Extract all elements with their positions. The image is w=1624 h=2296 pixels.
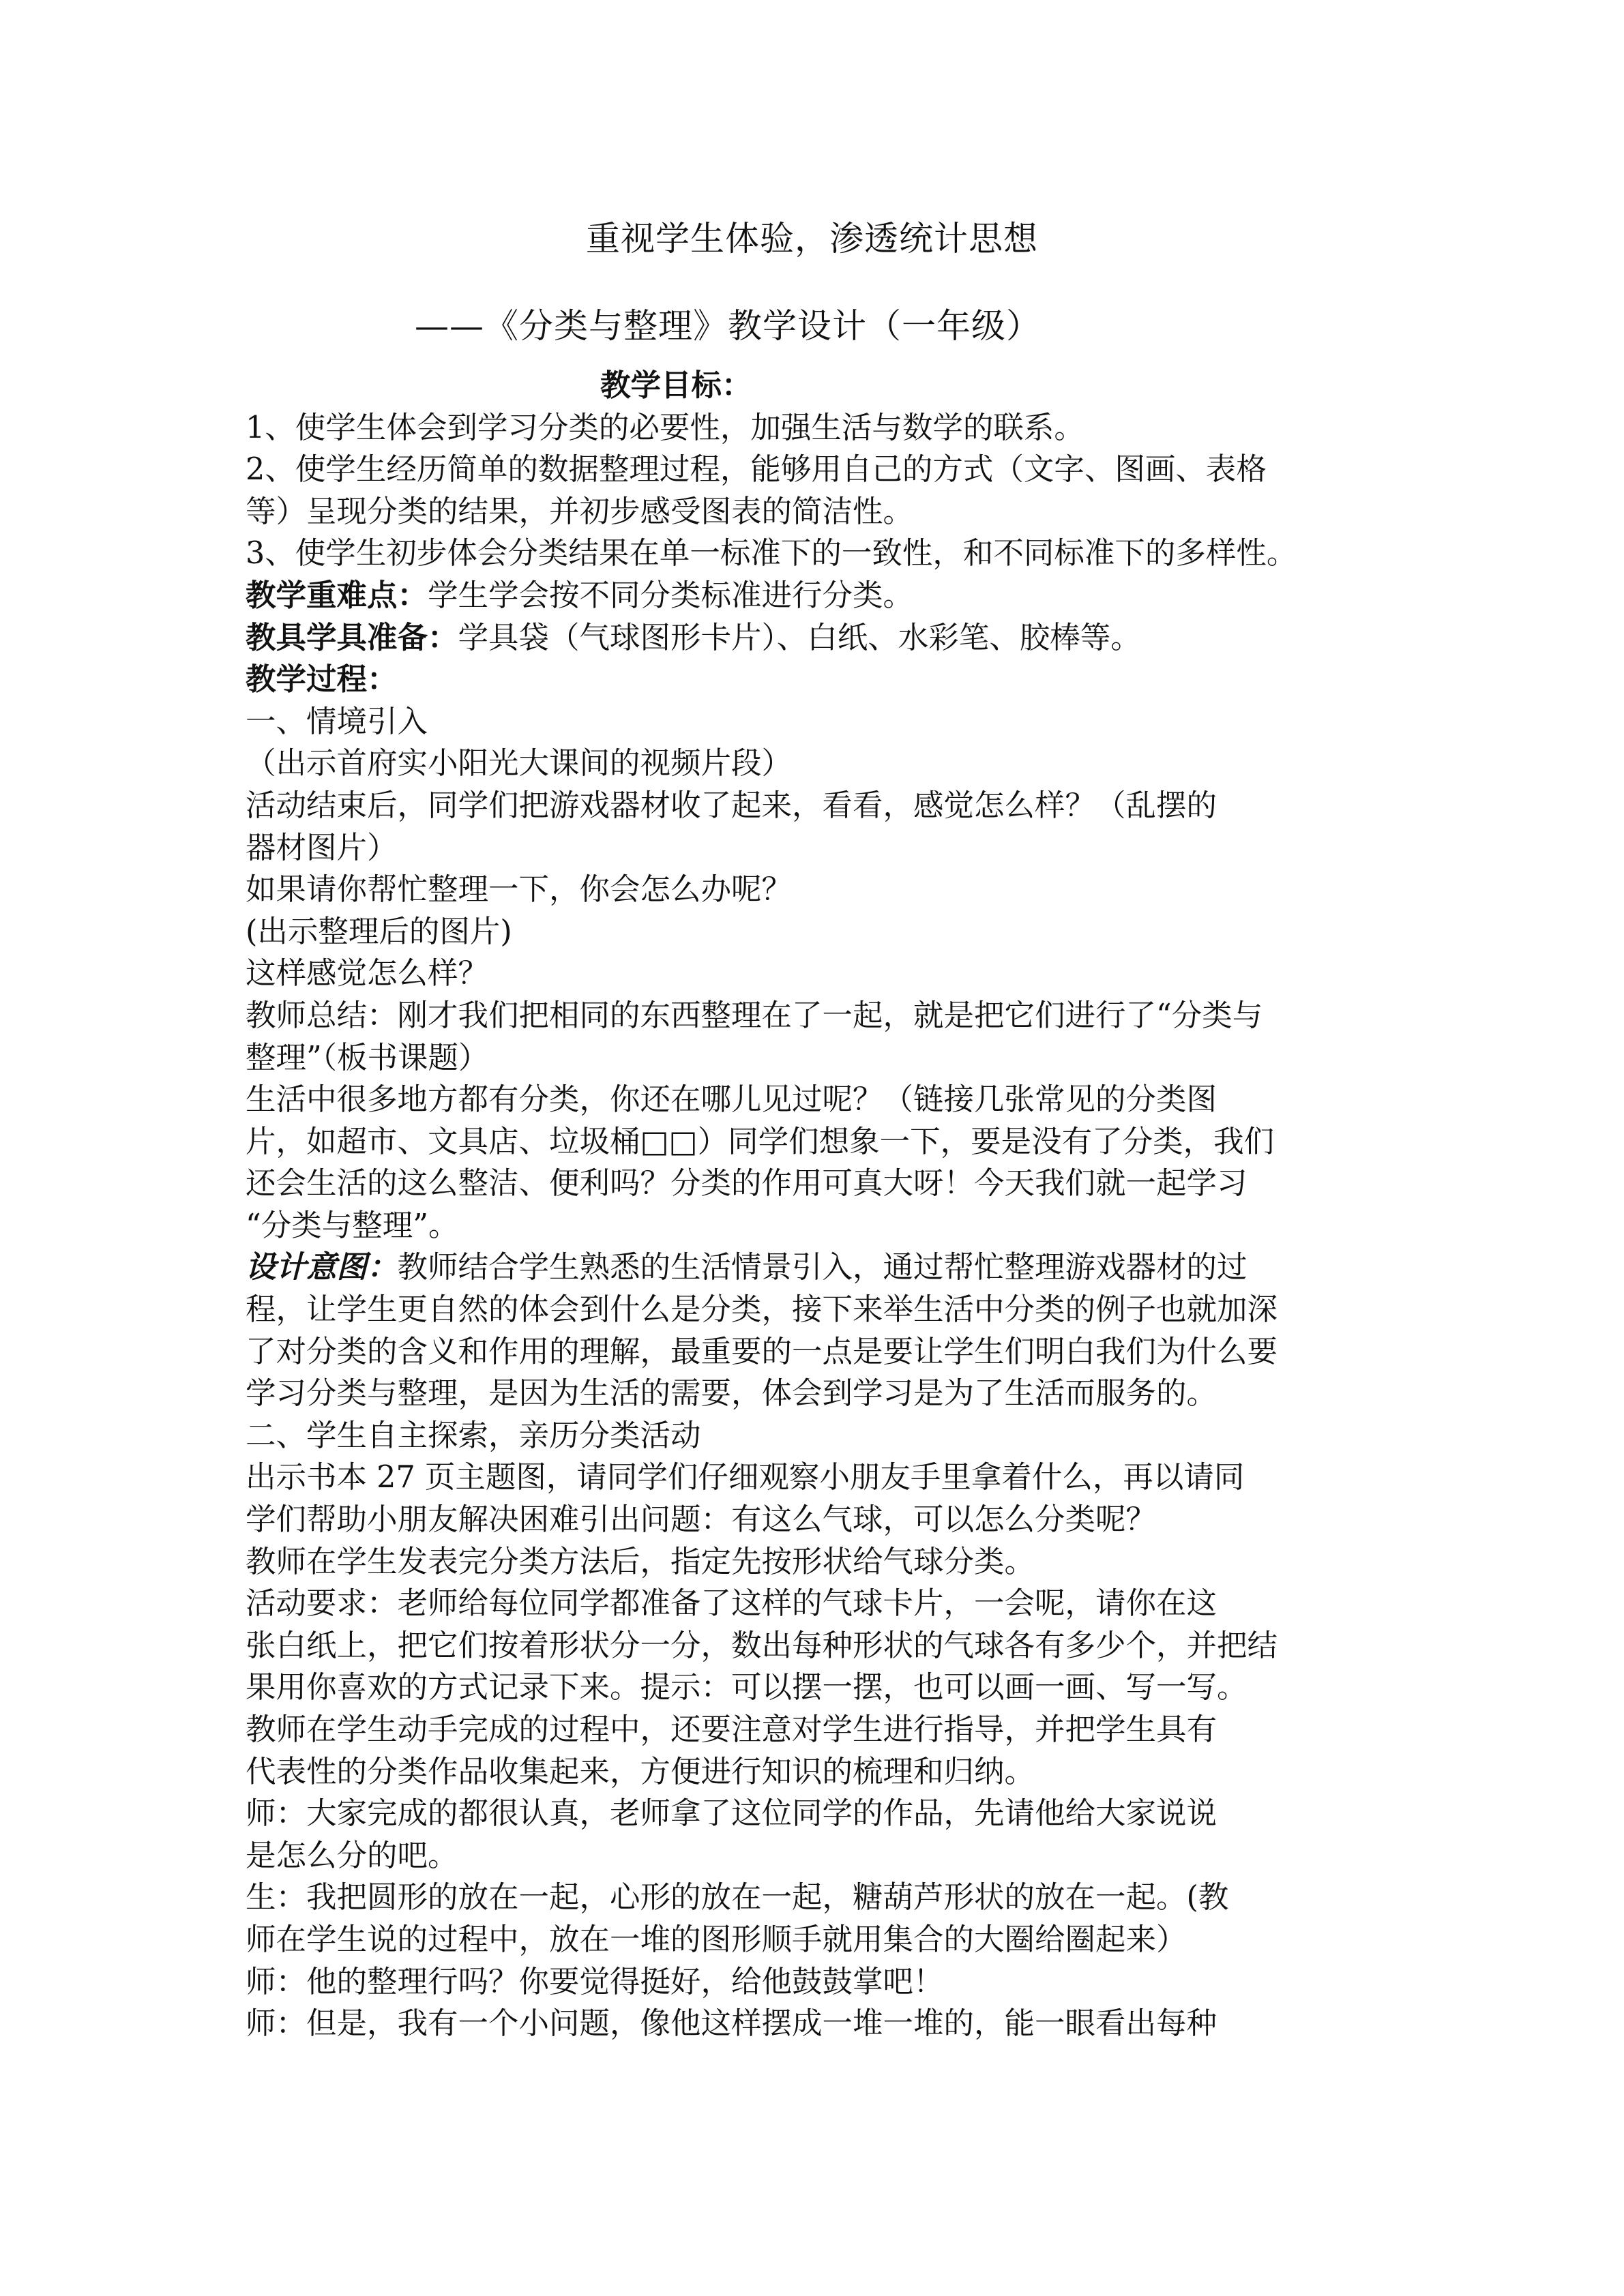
section1-line: 教师总结：刚才我们把相同的东西整理在了一起，就是把它们进行了“分类与 bbox=[246, 998, 1263, 1033]
objectives-heading: 教学目标： bbox=[600, 368, 752, 403]
section1-line: 活动结束后，同学们把游戏器材收了起来，看看，感觉怎么样？（乱摆的 bbox=[246, 788, 1217, 823]
document-body bbox=[246, 365, 1391, 2045]
objective-line: 等）呈现分类的结果，并初步感受图表的简洁性。 bbox=[246, 494, 914, 529]
key-points-text: 学生学会按不同分类标准进行分类。 bbox=[428, 578, 914, 613]
section1-line: 如果请你帮忙整理一下，你会怎么办呢？ bbox=[246, 872, 793, 908]
section1-line: 还会生活的这么整洁、便利吗？分类的作用可真大呀！今天我们就一起学习 bbox=[246, 1166, 1247, 1202]
design-intent-line: 了对分类的含义和作用的理解，最重要的一点是要让学生们明白我们为什么要 bbox=[246, 1334, 1278, 1369]
page-subtitle: ——《分类与整理》教学设计（一年级） bbox=[415, 306, 1041, 346]
objective-line: 2、使学生经历简单的数据整理过程，能够用自己的方式（文字、图画、表格 bbox=[246, 452, 1267, 488]
section2-line: 果用你喜欢的方式记录下来。提示：可以摆一摆，也可以画一画、写一写。 bbox=[246, 1670, 1247, 1705]
design-intent bbox=[246, 1247, 1391, 1289]
materials bbox=[246, 617, 1391, 659]
design-intent-label: 设计意图： bbox=[246, 1249, 398, 1285]
process-heading: 教学过程： bbox=[246, 661, 398, 698]
section2-line: 是怎么分的吧。 bbox=[246, 1838, 458, 1873]
section1-line: 器材图片） bbox=[246, 830, 398, 865]
section2-line: 学们帮助小朋友解决困难引出问题：有这么气球，可以怎么分类呢？ bbox=[246, 1502, 1157, 1538]
section2-heading: 二、学生自主探索，亲历分类活动 bbox=[246, 1418, 701, 1453]
materials-text: 学具袋（气球图形卡片）、白纸、水彩笔、胶棒等。 bbox=[458, 620, 1141, 655]
section2-line: 师：大家完成的都很认真，老师拿了这位同学的作品，先请他给大家说说 bbox=[246, 1796, 1217, 1832]
design-intent-line: 教师结合学生熟悉的生活情景引入，通过帮忙整理游戏器材的过 bbox=[397, 1250, 1247, 1285]
section2-line: 张白纸上，把它们按着形状分一分，数出每种形状的气球各有多少个，并把结 bbox=[246, 1628, 1278, 1663]
section2-line: 活动要求：老师给每位同学都准备了这样的气球卡片，一会呢，请你在这 bbox=[246, 1586, 1217, 1622]
page-title: 重视学生体验，渗透统计思想 bbox=[586, 219, 1038, 258]
section1-heading: 一、情境引入 bbox=[246, 704, 428, 739]
section1-line: （出示首府实小阳光大课间的视频片段） bbox=[246, 746, 793, 781]
design-intent-line: 学习分类与整理，是因为生活的需要，体会到学习是为了生活而服务的。 bbox=[246, 1376, 1217, 1412]
objective-line: 3、使学生初步体会分类结果在单一标准下的一致性，和不同标准下的多样性。 bbox=[246, 536, 1297, 571]
section2-line: 师：他的整理行吗？你要觉得挺好，给他鼓鼓掌吧！ bbox=[246, 1964, 944, 1999]
key-points-label: 教学重难点： bbox=[246, 577, 428, 613]
materials-label: 教具学具准备： bbox=[246, 619, 458, 655]
objective-line: 1、使学生体会到学习分类的必要性，加强生活与数学的联系。 bbox=[246, 410, 1084, 445]
section2-line: 师在学生说的过程中，放在一堆的图形顺手就用集合的大圈给圈起来） bbox=[246, 1922, 1187, 1957]
section1-line: 这样感觉怎么样？ bbox=[246, 956, 489, 992]
section2-line: 教师在学生发表完分类方法后，指定先按形状给气球分类。 bbox=[246, 1544, 1035, 1579]
section2-line: 生：我把圆形的放在一起，心形的放在一起，糖葫芦形状的放在一起。(教 bbox=[246, 1880, 1229, 1915]
section1-line: (出示整理后的图片) bbox=[246, 914, 512, 949]
section2-line: 代表性的分类作品收集起来，方便进行知识的梳理和归纳。 bbox=[246, 1754, 1035, 1789]
design-intent-line: 程，让学生更自然的体会到什么是分类，接下来举生活中分类的例子也就加深 bbox=[246, 1292, 1278, 1328]
key-points bbox=[246, 575, 1391, 617]
section2-line: 师：但是，我有一个小问题，像他这样摆成一堆一堆的，能一眼看出每种 bbox=[246, 2006, 1217, 2042]
section1-line: 生活中很多地方都有分类，你还在哪儿见过呢？（链接几张常见的分类图 bbox=[246, 1082, 1217, 1118]
section1-line: “分类与整理”。 bbox=[246, 1208, 459, 1243]
section1-line: 片，如超市、文具店、垃圾桶□□）同学们想象一下，要是没有了分类，我们 bbox=[246, 1124, 1275, 1159]
section1-line: 整理”（板书课题） bbox=[246, 1040, 489, 1075]
section2-line: 教师在学生动手完成的过程中，还要注意对学生进行指导，并把学生具有 bbox=[246, 1712, 1217, 1747]
section2-line: 出示书本 27 页主题图，请同学们仔细观察小朋友手里拿着什么，再以请同 bbox=[246, 1460, 1245, 1495]
